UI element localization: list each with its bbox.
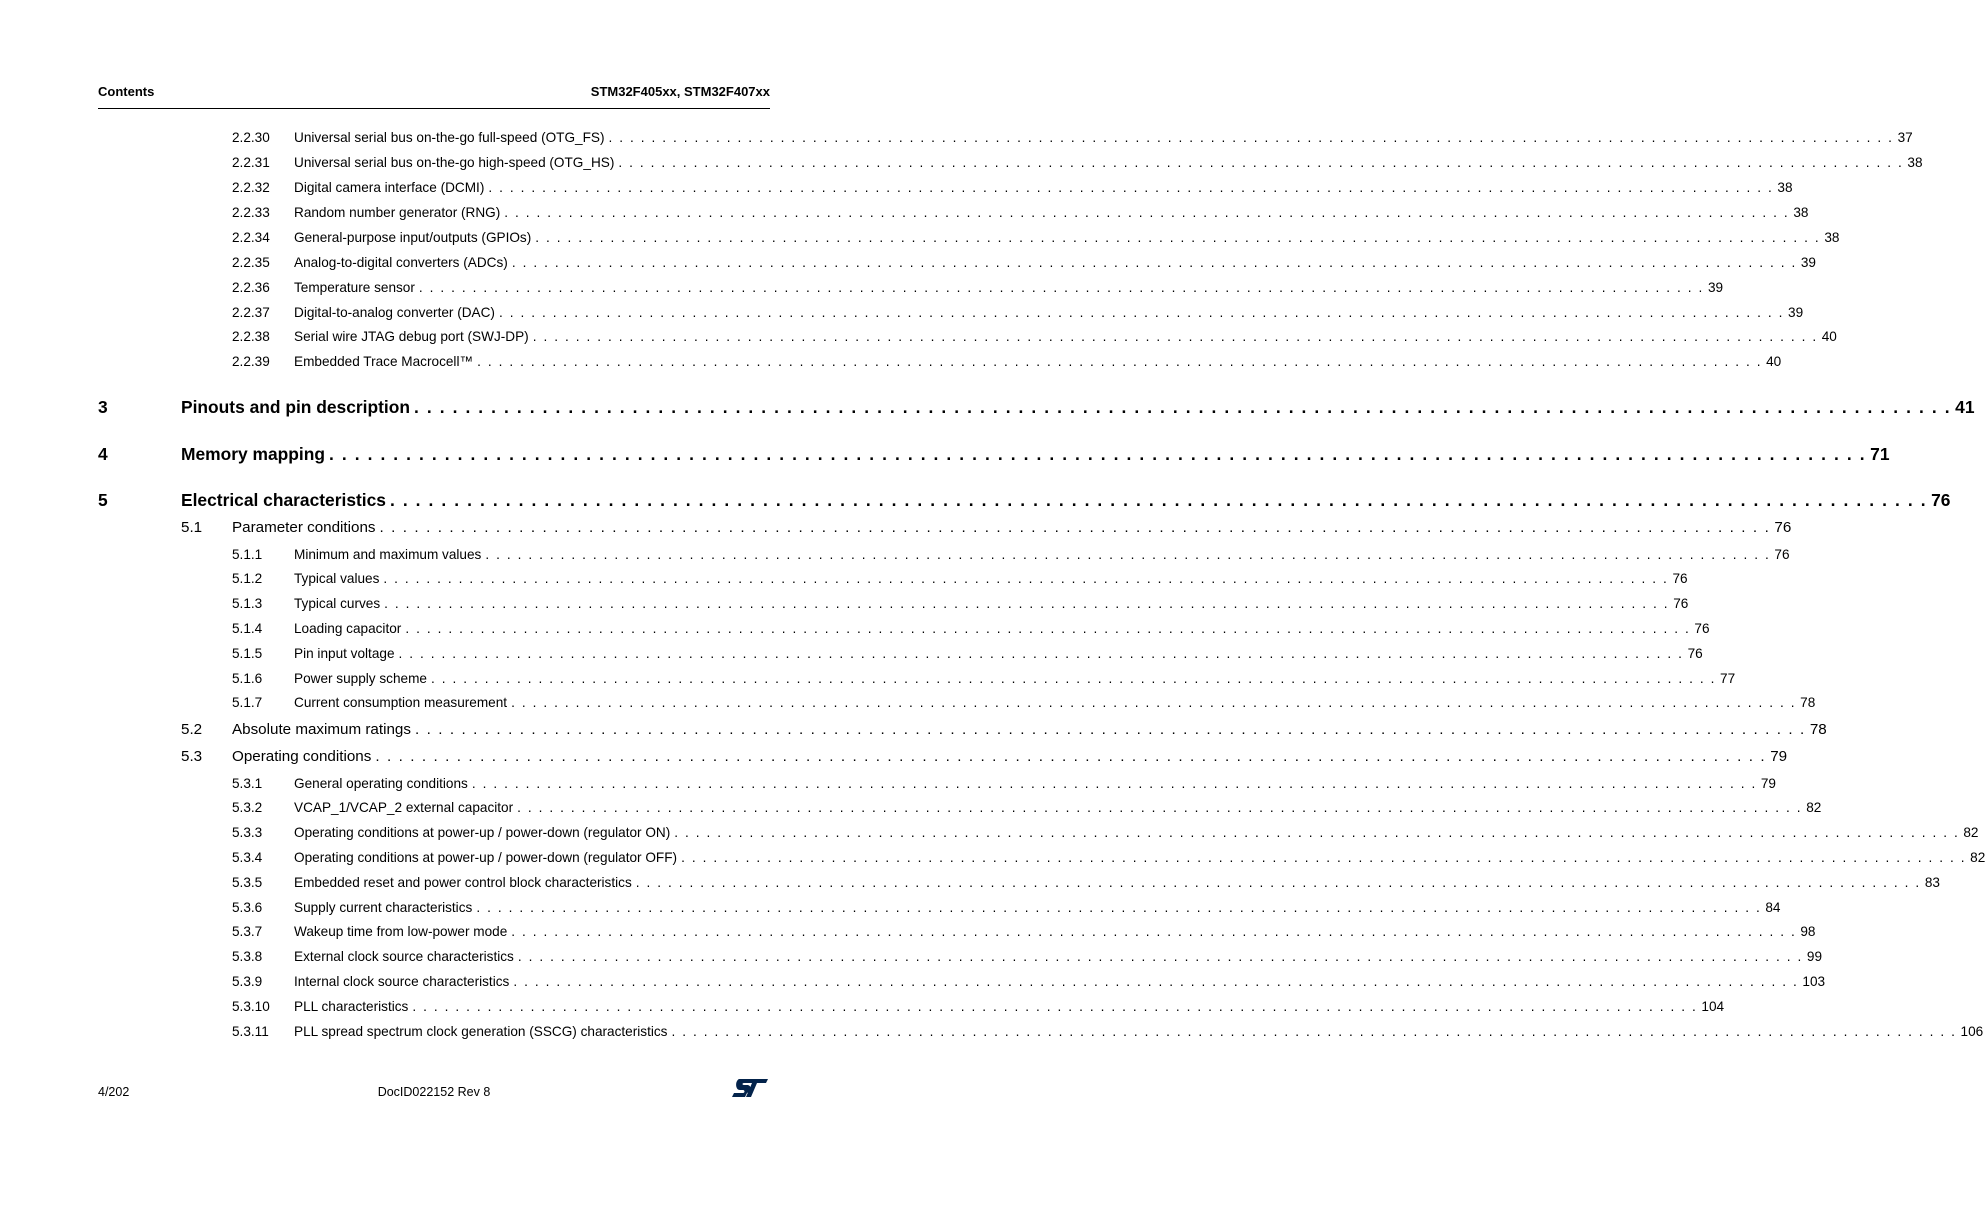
toc-entry-title: PLL characteristics	[294, 999, 409, 1014]
toc-entry-title: Power supply scheme	[294, 671, 427, 686]
toc-entry[interactable]	[98, 875, 1940, 890]
toc-dot-leader: . . . . . . . . . . . . . . . . . . . . . . . . . . . . . . . . . . . . . . . . . . . . . . . . . . . . . . . . . . . . . . . . . . . . . . . . . . . . . . . . . . . . . . . . . . . . . . . . . . . . . . . . . . . . . . . . . . . . . . . .	[413, 397, 1952, 417]
toc-entry-number: 5.1.3	[232, 596, 263, 611]
toc-entry[interactable]	[98, 646, 1703, 661]
toc-entry-number: 2.2.38	[232, 329, 270, 344]
toc-dot-leader: . . . . . . . . . . . . . . . . . . . . . . . . . . . . . . . . . . . . . . . . . . . . . . . . . . . . . . . . . . . . . . . . . . . . . . . . . . . . . . . . . . . . . . . . . . . . . . . . . . . . . . . . . . . . . . . . . . . . . . . .	[418, 280, 1704, 295]
toc-entry-number: 5.1.2	[232, 571, 263, 586]
toc-entry-page: 39	[1707, 280, 1724, 295]
toc-entry-page: 38	[1777, 180, 1793, 195]
toc-entry-number: 3	[98, 397, 108, 417]
toc-entry-title: Typical values	[294, 571, 380, 586]
toc-entry-page: 78	[1809, 721, 1827, 738]
toc-entry-page: 82	[1963, 825, 1979, 840]
toc-entry[interactable]	[98, 155, 1923, 170]
toc-entry-title: Electrical characteristics	[181, 490, 386, 510]
toc-entry-page: 38	[1907, 155, 1923, 170]
toc-entry-number: 5.3	[181, 748, 203, 765]
toc-entry-title: Universal serial bus on-the-go full-speed (OTG_FS)	[294, 130, 605, 145]
toc-dot-leader: . . . . . . . . . . . . . . . . . . . . . . . . . . . . . . . . . . . . . . . . . . . . . . . . . . . . . . . . . . . . . . . . . . . . . . . . . . . . . . . . . . . . . . . . . . . . . . . . . . . . . . . . . . . . . . . . . . . . . . . .	[681, 850, 1967, 865]
toc-entry-number: 5.2	[181, 721, 203, 738]
toc-entry-title: General-purpose input/outputs (GPIOs)	[294, 230, 532, 245]
toc-entry-title: Minimum and maximum values	[294, 547, 482, 562]
toc-entry-title: Digital camera interface (DCMI)	[294, 180, 485, 195]
toc-dot-leader: . . . . . . . . . . . . . . . . . . . . . . . . . . . . . . . . . . . . . . . . . . . . . . . . . . . . . . . . . . . . . . . . . . . . . . . . . . . . . . . . . . . . . . . . . . . . . . . . . . . . . . . . . . . . . . . . . . . . . . . .	[513, 974, 1799, 989]
toc-dot-leader: . . . . . . . . . . . . . . . . . . . . . . . . . . . . . . . . . . . . . . . . . . . . . . . . . . . . . . . . . . . . . . . . . . . . . . . . . . . . . . . . . . . . . . . . . . . . . . . . . . . . . . . . . . . . . . . . . . . . . . . .	[517, 949, 1803, 964]
toc-entry-title: Current consumption measurement	[294, 695, 508, 710]
toc-entry-page: 71	[1870, 444, 1890, 464]
toc-entry-page: 38	[1824, 230, 1840, 245]
toc-entry-title: Typical curves	[294, 596, 381, 611]
toc-entry-number: 5.3.1	[232, 776, 263, 791]
toc-entry[interactable]	[98, 621, 1710, 636]
toc-dot-leader: . . . . . . . . . . . . . . . . . . . . . . . . . . . . . . . . . . . . . . . . . . . . . . . . . . . . . . . . . . . . . . . . . . . . . . . . . . . . . . . . . . . . . . . . . . . . . . . . . . . . . . . . . . . . . . . . . . . . . . . .	[517, 800, 1803, 815]
toc-entry-title: Embedded reset and power control block characteristics	[294, 875, 632, 890]
toc-entry-page: 39	[1788, 305, 1804, 320]
toc-entry-page: 79	[1770, 748, 1788, 765]
toc-entry[interactable]	[98, 776, 1776, 791]
toc-entry-number: 5.3.6	[232, 900, 263, 915]
toc-entry-number: 2.2.39	[232, 354, 270, 369]
toc-entry-page: 76	[1931, 490, 1951, 510]
toc-dot-leader: . . . . . . . . . . . . . . . . . . . . . . . . . . . . . . . . . . . . . . . . . . . . . . . . . . . . . . . . . . . . . . . . . . . . . . . . . . . . . . . . . . . . . . . . . . . . . . . . . . . . . . . . . . . . . . . . . . . . . . . .	[412, 999, 1698, 1014]
toc-entry[interactable]	[98, 825, 1979, 840]
toc-entry-page: 41	[1955, 397, 1975, 417]
toc-entry-title: Wakeup time from low-power mode	[294, 924, 508, 939]
st-logo-icon	[730, 1077, 770, 1099]
toc-entry-title: Serial wire JTAG debug port (SWJ-DP)	[294, 329, 529, 344]
toc-entry[interactable]	[98, 596, 1689, 611]
toc-dot-leader: . . . . . . . . . . . . . . . . . . . . . . . . . . . . . . . . . . . . . . . . . . . . . . . . . . . . . . . . . . . . . . . . . . . . . . . . . . . . . . . . . . . . . . . . . . . . . . . . . . . . . . . . . . . . . . . . . . . . . . . .	[384, 596, 1670, 611]
toc-dot-leader: . . . . . . . . . . . . . . . . . . . . . . . . . . . . . . . . . . . . . . . . . . . . . . . . . . . . . . . . . . . . . . . . . . . . . . . . . . . . . . . . . . . . . . . . . . . . . . . . . . . . . . . . . . . . . . . . . . . . . . . .	[383, 571, 1669, 586]
toc-entry-page: 98	[1800, 924, 1816, 939]
toc-entry[interactable]	[98, 571, 1688, 586]
toc-entry-number: 2.2.32	[232, 180, 270, 195]
toc-entry[interactable]	[98, 305, 1804, 320]
toc-entry-page: 84	[1765, 900, 1781, 915]
toc-entry-number: 5.1.5	[232, 646, 263, 661]
toc-entry[interactable]	[98, 748, 1788, 765]
toc-entry[interactable]	[98, 850, 1985, 865]
toc-entry-title: Random number generator (RNG)	[294, 205, 501, 220]
toc-entry-number: 2.2.37	[232, 305, 270, 320]
toc-entry-page: 39	[1800, 255, 1816, 270]
toc-entry-page: 82	[1970, 850, 1985, 865]
toc-entry[interactable]	[98, 671, 1736, 686]
toc-entry-page: 82	[1806, 800, 1822, 815]
toc-entry-title: Operating conditions at power-up / power-down (regulator OFF)	[294, 850, 678, 865]
toc-entry-number: 2.2.34	[232, 230, 270, 245]
toc-dot-leader: . . . . . . . . . . . . . . . . . . . . . . . . . . . . . . . . . . . . . . . . . . . . . . . . . . . . . . . . . . . . . . . . . . . . . . . . . . . . . . . . . . . . . . . . . . . . . . . . . . . . . . . . . . . . . . . . . . . . . . . .	[328, 444, 1867, 464]
toc-entry-number: 5.1.1	[232, 547, 263, 562]
toc-entry-title: Pinouts and pin description	[181, 397, 410, 417]
toc-entry-title: Universal serial bus on-the-go high-speed (OTG_HS)	[294, 155, 615, 170]
toc-entry-page: 76	[1672, 571, 1688, 586]
toc-entry-number: 2.2.35	[232, 255, 270, 270]
toc-entry-number: 5.3.9	[232, 974, 263, 989]
toc-entry-number: 5.3.5	[232, 875, 263, 890]
toc-dot-leader: . . . . . . . . . . . . . . . . . . . . . . . . . . . . . . . . . . . . . . . . . . . . . . . . . . . . . . . . . . . . . . . . . . . . . . . . . . . . . . . . . . . . . . . . . . . . . . . . . . . . . . . . . . . . . . . . . . . . . . . .	[405, 621, 1691, 636]
toc-dot-leader: . . . . . . . . . . . . . . . . . . . . . . . . . . . . . . . . . . . . . . . . . . . . . . . . . . . . . . . . . . . . . . . . . . . . . . . . . . . . . . . . . . . . . . . . . . . . . . . . . . . . . . . . . . . . . . . . . . . . . . . .	[511, 924, 1797, 939]
toc-dot-leader: . . . . . . . . . . . . . . . . . . . . . . . . . . . . . . . . . . . . . . . . . . . . . . . . . . . . . . . . . . . . . . . . . . . . . . . . . . . . . . . . . . . . . . . . . . . . . . . . . . . . . . . . . . . . . . . . . . . . . . . .	[535, 230, 1821, 245]
toc-entry-page: 38	[1793, 205, 1809, 220]
toc-dot-leader: . . . . . . . . . . . . . . . . . . . . . . . . . . . . . . . . . . . . . . . . . . . . . . . . . . . . . . . . . . . . . . . . . . . . . . . . . . . . . . . . . . . . . . . . . . . . . . . . . . . . . . . . . . . . . . . . . . . . . . . .	[477, 354, 1763, 369]
toc-entry[interactable]	[98, 180, 1793, 195]
toc-dot-leader: . . . . . . . . . . . . . . . . . . . . . . . . . . . . . . . . . . . . . . . . . . . . . . . . . . . . . . . . . . . . . . . . . . . . . . . . . . . . . . . . . . . . . . . . . . . . . . . . . . . . . . . . . . . . . . . . . . . . . . . .	[476, 900, 1762, 915]
toc-entry[interactable]	[98, 519, 1792, 536]
toc-entry-number: 5	[98, 490, 108, 510]
toc-entry-page: 37	[1897, 130, 1913, 145]
toc-entry-title: Temperature sensor	[294, 280, 415, 295]
toc-entry[interactable]	[98, 721, 1827, 738]
toc-entry-page: 83	[1924, 875, 1940, 890]
toc-entry[interactable]	[98, 397, 1975, 418]
footer-page-number: 4/202	[98, 1085, 130, 1099]
toc-entry[interactable]	[98, 280, 1724, 295]
toc-entry-number: 5.3.2	[232, 800, 263, 815]
toc-entry[interactable]	[98, 949, 1823, 964]
toc-entry[interactable]	[98, 444, 1890, 465]
toc-entry-title: PLL spread spectrum clock generation (SSCG) characteristics	[294, 1024, 668, 1039]
toc-entry-number: 2.2.30	[232, 130, 270, 145]
toc-entry[interactable]	[98, 547, 1790, 562]
toc-dot-leader: . . . . . . . . . . . . . . . . . . . . . . . . . . . . . . . . . . . . . . . . . . . . . . . . . . . . . . . . . . . . . . . . . . . . . . . . . . . . . . . . . . . . . . . . . . . . . . . . . . . . . . . . . . . . . . . . . . . . . . . .	[532, 329, 1818, 344]
toc-entry-title: Embedded Trace Macrocell™	[294, 354, 474, 369]
toc-entry-number: 5.1	[181, 519, 203, 536]
toc-dot-leader: . . . . . . . . . . . . . . . . . . . . . . . . . . . . . . . . . . . . . . . . . . . . . . . . . . . . . . . . . . . . . . . . . . . . . . . . . . . . . . . . . . . . . . . . . . . . . . . . . . . . . . . . . . . . . . . . . . . . . . . .	[375, 748, 1767, 765]
toc-dot-leader: . . . . . . . . . . . . . . . . . . . . . . . . . . . . . . . . . . . . . . . . . . . . . . . . . . . . . . . . . . . . . . . . . . . . . . . . . . . . . . . . . . . . . . . . . . . . . . . . . . . . . . . . . . . . . . . . . . . . . . . .	[511, 255, 1797, 270]
toc-entry-title: Parameter conditions	[232, 519, 376, 536]
toc-entry[interactable]	[98, 130, 1913, 145]
toc-entry[interactable]	[98, 800, 1822, 815]
toc-entry-number: 5.1.4	[232, 621, 263, 636]
toc-entry[interactable]	[98, 900, 1781, 915]
toc-entry-page: 40	[1766, 354, 1782, 369]
toc-entry[interactable]	[98, 490, 1951, 511]
toc-entry-page: 103	[1802, 974, 1826, 989]
toc-entry-title: Loading capacitor	[294, 621, 402, 636]
toc-dot-leader: . . . . . . . . . . . . . . . . . . . . . . . . . . . . . . . . . . . . . . . . . . . . . . . . . . . . . . . . . . . . . . . . . . . . . . . . . . . . . . . . . . . . . . . . . . . . . . . . . . . . . . . . . . . . . . . . . . . . . . . .	[498, 305, 1785, 320]
toc-dot-leader: . . . . . . . . . . . . . . . . . . . . . . . . . . . . . . . . . . . . . . . . . . . . . . . . . . . . . . . . . . . . . . . . . . . . . . . . . . . . . . . . . . . . . . . . . . . . . . . . . . . . . . . . . . . . . . . . . . . . . . . .	[671, 1024, 1957, 1039]
toc-entry-page: 78	[1800, 695, 1816, 710]
toc-entry-number: 5.3.3	[232, 825, 263, 840]
page-header	[98, 84, 770, 109]
toc-entry-title: Operating conditions	[232, 748, 372, 765]
toc-entry-page: 104	[1701, 999, 1725, 1014]
toc-entry-page: 76	[1673, 596, 1689, 611]
toc-entry-title: External clock source characteristics	[294, 949, 514, 964]
toc-entry[interactable]	[98, 255, 1816, 270]
toc-entry-page: 106	[1960, 1024, 1984, 1039]
toc-dot-leader: . . . . . . . . . . . . . . . . . . . . . . . . . . . . . . . . . . . . . . . . . . . . . . . . . . . . . . . . . . . . . . . . . . . . . . . . . . . . . . . . . . . . . . . . . . . . . . . . . . . . . . . . . . . . . . . . . . . . . . . .	[635, 875, 1921, 890]
toc-dot-leader: . . . . . . . . . . . . . . . . . . . . . . . . . . . . . . . . . . . . . . . . . . . . . . . . . . . . . . . . . . . . . . . . . . . . . . . . . . . . . . . . . . . . . . . . . . . . . . . . . . . . . . . . . . . . . . . . . . . . . . . .	[471, 776, 1757, 791]
toc-entry-title: Analog-to-digital converters (ADCs)	[294, 255, 508, 270]
toc-dot-leader: . . . . . . . . . . . . . . . . . . . . . . . . . . . . . . . . . . . . . . . . . . . . . . . . . . . . . . . . . . . . . . . . . . . . . . . . . . . . . . . . . . . . . . . . . . . . . . . . . . . . . . . . . . . . . . . . . . . . . . . .	[618, 155, 1904, 170]
toc-entry[interactable]	[98, 924, 1816, 939]
toc-entry-title: Absolute maximum ratings	[232, 721, 411, 738]
toc-dot-leader: . . . . . . . . . . . . . . . . . . . . . . . . . . . . . . . . . . . . . . . . . . . . . . . . . . . . . . . . . . . . . . . . . . . . . . . . . . . . . . . . . . . . . . . . . . . . . . . . . . . . . . . . . . . . . . . . . . . . . . . .	[414, 721, 1806, 738]
toc-entry-page: 40	[1821, 329, 1837, 344]
toc-dot-leader: . . . . . . . . . . . . . . . . . . . . . . . . . . . . . . . . . . . . . . . . . . . . . . . . . . . . . . . . . . . . . . . . . . . . . . . . . . . . . . . . . . . . . . . . . . . . . . . . . . . . . . . . . . . . . . . . . . . . . . . .	[608, 130, 1894, 145]
toc-entry-page: 76	[1687, 646, 1703, 661]
toc-entry-number: 5.3.7	[232, 924, 263, 939]
toc-dot-leader: . . . . . . . . . . . . . . . . . . . . . . . . . . . . . . . . . . . . . . . . . . . . . . . . . . . . . . . . . . . . . . . . . . . . . . . . . . . . . . . . . . . . . . . . . . . . . . . . . . . . . . . . . . . . . . . . . . . . . . . .	[488, 180, 1774, 195]
toc-entry-page: 76	[1774, 519, 1792, 536]
toc-entry-page: 99	[1806, 949, 1823, 964]
toc-entry[interactable]	[98, 230, 1840, 245]
toc-entry-title: Operating conditions at power-up / power-down (regulator ON)	[294, 825, 671, 840]
toc-entry[interactable]	[98, 1024, 1984, 1039]
toc-entry-number: 2.2.33	[232, 205, 270, 220]
toc-entry[interactable]	[98, 354, 1782, 369]
toc-dot-leader: . . . . . . . . . . . . . . . . . . . . . . . . . . . . . . . . . . . . . . . . . . . . . . . . . . . . . . . . . . . . . . . . . . . . . . . . . . . . . . . . . . . . . . . . . . . . . . . . . . . . . . . . . . . . . . . . . . . . . . . .	[504, 205, 1790, 220]
header-section: Contents	[98, 84, 155, 99]
footer-doc-id: DocID022152 Rev 8	[377, 1085, 491, 1099]
toc-dot-leader: . . . . . . . . . . . . . . . . . . . . . . . . . . . . . . . . . . . . . . . . . . . . . . . . . . . . . . . . . . . . . . . . . . . . . . . . . . . . . . . . . . . . . . . . . . . . . . . . . . . . . . . . . . . . . . . . . . . . . . . .	[379, 519, 1771, 536]
toc-entry-number: 2.2.31	[232, 155, 270, 170]
toc-entry-title: Digital-to-analog converter (DAC)	[294, 305, 495, 320]
toc-dot-leader: . . . . . . . . . . . . . . . . . . . . . . . . . . . . . . . . . . . . . . . . . . . . . . . . . . . . . . . . . . . . . . . . . . . . . . . . . . . . . . . . . . . . . . . . . . . . . . . . . . . . . . . . . . . . . . . . . . . . . . . .	[485, 547, 1771, 562]
toc-entry-page: 76	[1774, 547, 1790, 562]
toc-entry-number: 5.1.7	[232, 695, 263, 710]
toc-dot-leader: . . . . . . . . . . . . . . . . . . . . . . . . . . . . . . . . . . . . . . . . . . . . . . . . . . . . . . . . . . . . . . . . . . . . . . . . . . . . . . . . . . . . . . . . . . . . . . . . . . . . . . . . . . . . . . . . . . . . . . . .	[674, 825, 1960, 840]
toc-entry-page: 79	[1760, 776, 1776, 791]
toc-entry-number: 5.3.11	[232, 1024, 269, 1039]
toc-entry-number: 5.3.10	[232, 999, 270, 1014]
toc-entry-number: 5.3.4	[232, 850, 263, 865]
toc-dot-leader: . . . . . . . . . . . . . . . . . . . . . . . . . . . . . . . . . . . . . . . . . . . . . . . . . . . . . . . . . . . . . . . . . . . . . . . . . . . . . . . . . . . . . . . . . . . . . . . . . . . . . . . . . . . . . . . . . . . . . . . .	[389, 490, 1928, 510]
toc-entry[interactable]	[98, 999, 1725, 1014]
toc-entry-number: 5.1.6	[232, 671, 263, 686]
toc-entry-title: Supply current characteristics	[294, 900, 473, 915]
toc-dot-leader: . . . . . . . . . . . . . . . . . . . . . . . . . . . . . . . . . . . . . . . . . . . . . . . . . . . . . . . . . . . . . . . . . . . . . . . . . . . . . . . . . . . . . . . . . . . . . . . . . . . . . . . . . . . . . . . . . . . . . . . .	[430, 671, 1717, 686]
toc-entry[interactable]	[98, 205, 1809, 220]
toc-entry-page: 76	[1694, 621, 1710, 636]
toc-entry[interactable]	[98, 974, 1826, 989]
toc-entry-title: VCAP_1/VCAP_2 external capacitor	[294, 800, 514, 815]
toc-entry-number: 2.2.36	[232, 280, 270, 295]
toc-dot-leader: . . . . . . . . . . . . . . . . . . . . . . . . . . . . . . . . . . . . . . . . . . . . . . . . . . . . . . . . . . . . . . . . . . . . . . . . . . . . . . . . . . . . . . . . . . . . . . . . . . . . . . . . . . . . . . . . . . . . . . . .	[398, 646, 1684, 661]
toc-entry[interactable]	[98, 329, 1837, 344]
toc-entry-page: 77	[1720, 671, 1736, 686]
header-product: STM32F405xx, STM32F407xx	[590, 84, 770, 99]
toc-entry[interactable]	[98, 695, 1816, 710]
toc-dot-leader: . . . . . . . . . . . . . . . . . . . . . . . . . . . . . . . . . . . . . . . . . . . . . . . . . . . . . . . . . . . . . . . . . . . . . . . . . . . . . . . . . . . . . . . . . . . . . . . . . . . . . . . . . . . . . . . . . . . . . . . .	[511, 695, 1797, 710]
toc-entry-number: 5.3.8	[232, 949, 263, 964]
toc-entry-title: Memory mapping	[181, 444, 325, 464]
toc-entry-title: Pin input voltage	[294, 646, 395, 661]
toc-entry-title: General operating conditions	[294, 776, 468, 791]
toc-entry-number: 4	[98, 444, 108, 464]
toc-entry-title: Internal clock source characteristics	[294, 974, 510, 989]
page-footer	[98, 1083, 770, 1105]
